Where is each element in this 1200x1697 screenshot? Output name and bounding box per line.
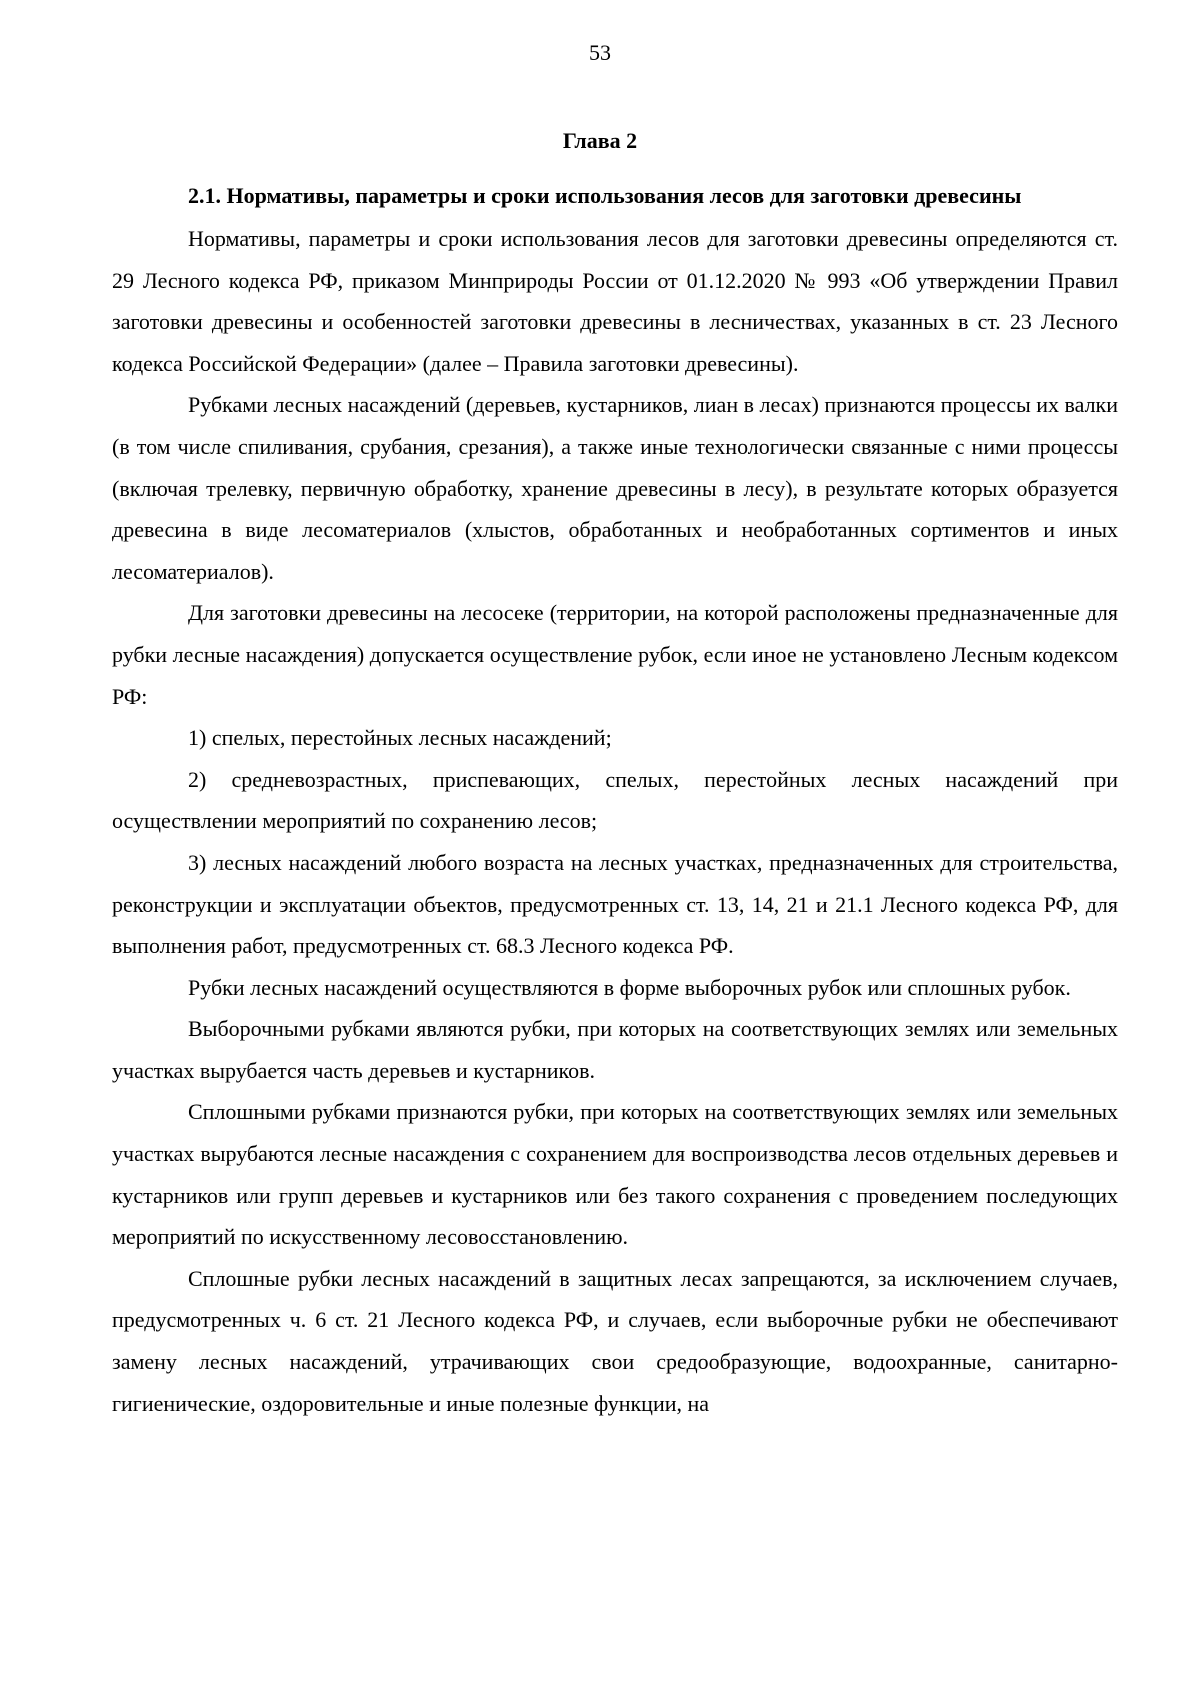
chapter-title: Глава 2: [562, 128, 638, 153]
section-title: 2.1. Нормативы, параметры и сроки использования лесов для заготовки древесины: [188, 183, 1022, 208]
paragraph-selective-cuttings: Выборочными рубками являются рубки, при которых на соответствующих землях или земельных участках вырубается часть деревьев и кустарников.: [112, 1016, 1118, 1083]
list-item-1: 1) спелых, перестойных лесных насаждений;: [188, 725, 612, 751]
list-item-3: 3) лесных насаждений любого возраста на лесных участках, предназначенных для строительства, реконструкции и эксплуатации объектов, предусмотренных ст. 13, 14, 21 и 21.1 Лесного кодекса РФ, для выполнения работ, предусмотренных ст. 68.3 Лесного кодекса РФ.: [112, 849, 1118, 959]
paragraph-definition-cuttings: Рубками лесных насаждений (деревьев, кустарников, лиан в лесах) признаются процессы их валки (в том числе спиливания, срубания, срезания), а также иные технологически связанные с ними процессы (включая трелевку, первичную обработку, хранение древесины в лесу), в результате которых образуется древесина в виде лесоматериалов (хлыстов, обработанных и необработанных сортиментов и иных лесоматериалов).: [112, 392, 1119, 584]
paragraph-intro: Нормативы, параметры и сроки использования лесов для заготовки древесины определяются ст. 29 Лесного кодекса РФ, приказом Минприроды России от 01.12.2020 № 993 «Об утверждении Правил заготовки древесины и особенностей заготовки древесины в лесничествах, указанных в ст. 23 Лесного кодекса Российской Федерации» (далее – Правила заготовки древесины).: [112, 226, 1118, 376]
page-number: 53: [589, 40, 611, 65]
body-text: [112, 218, 1118, 1424]
list-item-2: 2) средневозрастных, приспевающих, спелых, перестойных лесных насаждений при осуществлении мероприятий по сохранению лесов;: [112, 766, 1118, 834]
paragraph-cutting-forms: Рубки лесных насаждений осуществляются в форме выборочных рубок или сплошных рубок.: [188, 974, 1071, 1000]
paragraph-protective-forests: Сплошные рубки лесных насаждений в защитных лесах запрещаются, за исключением случаев, предусмотренных ч. 6 ст. 21 Лесного кодекса РФ, и случаев, если выборочные рубки не обеспечивают замену лесных насаждений, утрачивающих свои средообразующие, водоохранные, санитарно-гигиенические, оздоровительные и иные полезные функции, на: [112, 1265, 1118, 1416]
paragraph-allowed-cuttings: Для заготовки древесины на лесосеке (территории, на которой расположены предназначенные для рубки лесные насаждения) допускается осуществление рубок, если иное не установлено Лесным кодексом РФ:: [112, 600, 1118, 709]
paragraph-clear-cuttings: Сплошными рубками признаются рубки, при которых на соответствующих землях или земельных участках вырубаются лесные насаждения с сохранением для воспроизводства лесов отдельных деревьев и кустарников или групп деревьев и кустарников или без такого сохранения с проведением последующих мероприятий по искусственному лесовосстановлению.: [112, 1099, 1118, 1250]
